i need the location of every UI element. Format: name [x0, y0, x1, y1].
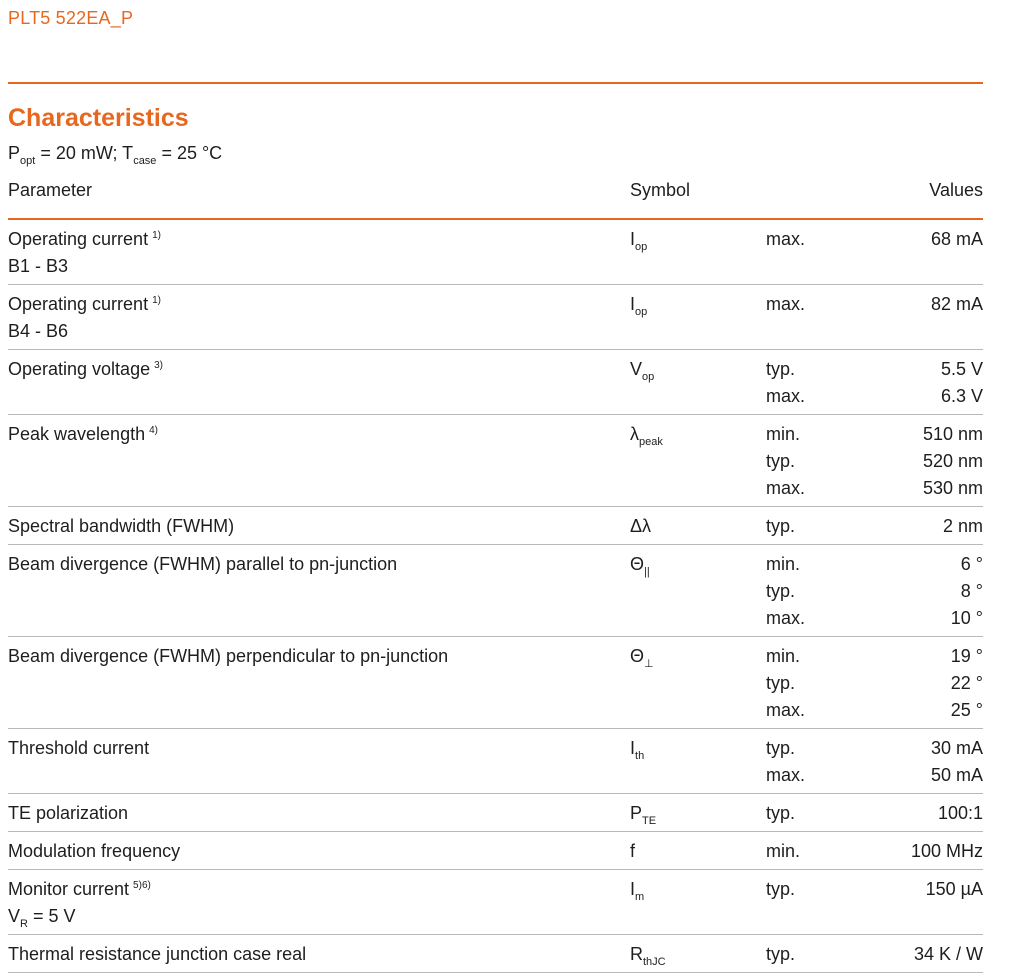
- table-row: [8, 220, 983, 285]
- parameter-name: Operating current: [8, 294, 149, 314]
- qualifier: typ.: [766, 738, 796, 758]
- symbol-main: Θ: [630, 554, 645, 574]
- table-row: [8, 545, 983, 637]
- parameter-name: Operating current: [8, 229, 149, 249]
- value: 19 °: [950, 646, 983, 666]
- qualifier: min.: [766, 841, 801, 861]
- section-title: Characteristics: [8, 104, 189, 132]
- qualifier-cell: [766, 421, 866, 502]
- parameter-condition: B4 - B6: [8, 321, 69, 341]
- value: 100:1: [937, 803, 983, 823]
- parameter-name: Peak wavelength: [8, 424, 146, 444]
- footnote-ref: 5)6): [133, 880, 151, 891]
- symbol-cell: [630, 226, 647, 253]
- parameter-cell: [8, 513, 608, 540]
- symbol-main: Δλ: [630, 516, 652, 536]
- table-row: [8, 870, 983, 935]
- parameter-name: Modulation frequency: [8, 841, 181, 861]
- symbol-main: I: [630, 229, 636, 249]
- footnote-ref: 1): [152, 230, 161, 241]
- value-cell: [914, 941, 983, 968]
- qualifier: typ.: [766, 451, 796, 471]
- parameter-name: Beam divergence (FWHM) parallel to pn-junction: [8, 554, 398, 574]
- qualifier: typ.: [766, 581, 796, 601]
- value-cell: [923, 421, 983, 502]
- column-header-parameter: Parameter: [8, 180, 93, 200]
- value: 2 nm: [942, 516, 983, 536]
- value: 150 µA: [925, 879, 983, 899]
- qualifier: max.: [766, 386, 806, 406]
- symbol-cell: [630, 800, 656, 827]
- value-cell: [926, 876, 983, 903]
- value: 6.3 V: [940, 386, 983, 406]
- symbol-main: Θ: [630, 646, 645, 666]
- value: 5.5 V: [940, 359, 983, 379]
- qualifier-cell: [766, 735, 866, 789]
- value-cell: [931, 735, 983, 789]
- qualifier-cell: [766, 800, 866, 827]
- condition-value: = 5 V: [27, 906, 76, 926]
- value: 68 mA: [930, 229, 983, 249]
- symbol-subscript: ⊥: [644, 658, 654, 670]
- symbol-cell: [630, 876, 644, 903]
- parameter-cell: [8, 838, 608, 865]
- value: 530 nm: [922, 478, 983, 498]
- qualifier-cell: [766, 356, 866, 410]
- qualifier: typ.: [766, 359, 796, 379]
- symbol-main: I: [630, 879, 636, 899]
- table-header: [8, 180, 983, 220]
- condition-symbol: V: [8, 906, 21, 926]
- symbol-cell: [630, 643, 654, 670]
- qualifier: max.: [766, 608, 806, 628]
- conditions-t-sub: case: [133, 155, 157, 167]
- value: 30 mA: [930, 738, 983, 758]
- qualifier-cell: [766, 291, 866, 345]
- parameter-cell: [8, 876, 608, 930]
- parameter-cell: [8, 226, 608, 280]
- parameter-name: Beam divergence (FWHM) perpendicular to pn-junction: [8, 646, 449, 666]
- symbol-cell: [630, 551, 650, 578]
- qualifier: max.: [766, 700, 806, 720]
- value: 10 °: [950, 608, 983, 628]
- value-cell: [943, 513, 983, 540]
- parameter-name: Monitor current: [8, 879, 130, 899]
- qualifier: typ.: [766, 803, 796, 823]
- symbol-subscript: ||: [644, 566, 650, 578]
- table-row: [8, 637, 983, 729]
- header-divider: [8, 82, 983, 84]
- symbol-main: λ: [630, 424, 639, 444]
- symbol-subscript: op: [635, 306, 648, 318]
- symbol-cell: [630, 513, 651, 540]
- qualifier-cell: [766, 876, 866, 930]
- symbol-subscript: TE: [642, 815, 657, 827]
- symbol-main: V: [630, 359, 643, 379]
- value-cell: [911, 838, 983, 865]
- qualifier-cell: [766, 643, 866, 724]
- qualifier: typ.: [766, 944, 796, 964]
- qualifier: max.: [766, 478, 806, 498]
- qualifier-cell: [766, 513, 866, 540]
- column-header-values: Values: [929, 180, 983, 200]
- parameter-name: Threshold current: [8, 738, 150, 758]
- footnote-ref: 3): [154, 360, 163, 371]
- parameter-name: Thermal resistance junction case real: [8, 944, 307, 964]
- symbol-cell: [630, 291, 647, 318]
- symbol-cell: [630, 838, 635, 865]
- qualifier-cell: [766, 838, 866, 865]
- parameter-cell: [8, 735, 608, 762]
- table-row: [8, 794, 983, 832]
- qualifier: max.: [766, 765, 806, 785]
- symbol-main: R: [630, 944, 643, 964]
- value: 22 °: [950, 673, 983, 693]
- table-row: [8, 729, 983, 794]
- value-cell: [951, 643, 983, 724]
- column-header-symbol: Symbol: [630, 180, 691, 200]
- table-row: [8, 415, 983, 507]
- test-conditions: [8, 143, 223, 167]
- qualifier: min.: [766, 646, 801, 666]
- symbol-cell: [630, 356, 654, 383]
- parameter-condition: [8, 903, 608, 930]
- value-cell: [931, 226, 983, 253]
- symbol-main: I: [630, 294, 636, 314]
- characteristics-table: [8, 220, 983, 973]
- symbol-subscript: thJC: [643, 956, 666, 968]
- parameter-condition: B1 - B3: [8, 256, 69, 276]
- value: 82 mA: [930, 294, 983, 314]
- symbol-subscript: op: [642, 371, 655, 383]
- qualifier-cell: [766, 551, 866, 632]
- parameter-cell: [8, 643, 608, 670]
- table-row: [8, 935, 983, 973]
- symbol-cell: [630, 941, 666, 968]
- qualifier: max.: [766, 294, 806, 314]
- value-cell: [941, 356, 983, 410]
- parameter-cell: [8, 800, 608, 827]
- document-id: PLT5 522EA_P: [8, 8, 134, 28]
- conditions-p-sub: opt: [20, 155, 36, 167]
- value-cell: [931, 291, 983, 318]
- parameter-name: Operating voltage: [8, 359, 151, 379]
- table-row: [8, 285, 983, 350]
- table-row: [8, 832, 983, 870]
- value: 8 °: [960, 581, 983, 601]
- conditions-p-rest: = 20 mW; T: [35, 143, 134, 163]
- condition-symbol-sub: R: [20, 918, 28, 930]
- parameter-name: Spectral bandwidth (FWHM): [8, 516, 235, 536]
- table-row: [8, 507, 983, 545]
- conditions-p: P: [8, 143, 21, 163]
- qualifier: typ.: [766, 879, 796, 899]
- footnote-ref: 1): [152, 295, 161, 306]
- symbol-cell: [630, 735, 644, 762]
- parameter-cell: [8, 551, 608, 578]
- value: 6 °: [960, 554, 983, 574]
- value-cell: [938, 800, 983, 827]
- symbol-main: I: [630, 738, 636, 758]
- qualifier-cell: [766, 226, 866, 280]
- symbol-main: f: [630, 841, 636, 861]
- value: 100 MHz: [910, 841, 983, 861]
- qualifier: max.: [766, 229, 806, 249]
- footnote-ref: 4): [149, 425, 158, 436]
- qualifier: typ.: [766, 516, 796, 536]
- parameter-cell: [8, 941, 608, 968]
- parameter-cell: [8, 291, 608, 345]
- parameter-cell: [8, 421, 608, 448]
- qualifier-cell: [766, 941, 866, 968]
- value-cell: [951, 551, 983, 632]
- value: 25 °: [950, 700, 983, 720]
- symbol-subscript: m: [635, 891, 645, 903]
- value: 50 mA: [930, 765, 983, 785]
- qualifier: typ.: [766, 673, 796, 693]
- value: 520 nm: [922, 451, 983, 471]
- symbol-subscript: th: [635, 750, 645, 762]
- symbol-main: P: [630, 803, 643, 823]
- conditions-t-rest: = 25 °C: [156, 143, 223, 163]
- value: 510 nm: [922, 424, 983, 444]
- symbol-subscript: peak: [639, 436, 663, 448]
- qualifier: min.: [766, 554, 801, 574]
- table-row: [8, 350, 983, 415]
- qualifier: min.: [766, 424, 801, 444]
- value: 34 K / W: [913, 944, 983, 964]
- parameter-cell: [8, 356, 608, 383]
- parameter-name: TE polarization: [8, 803, 129, 823]
- symbol-cell: [630, 421, 663, 448]
- symbol-subscript: op: [635, 241, 648, 253]
